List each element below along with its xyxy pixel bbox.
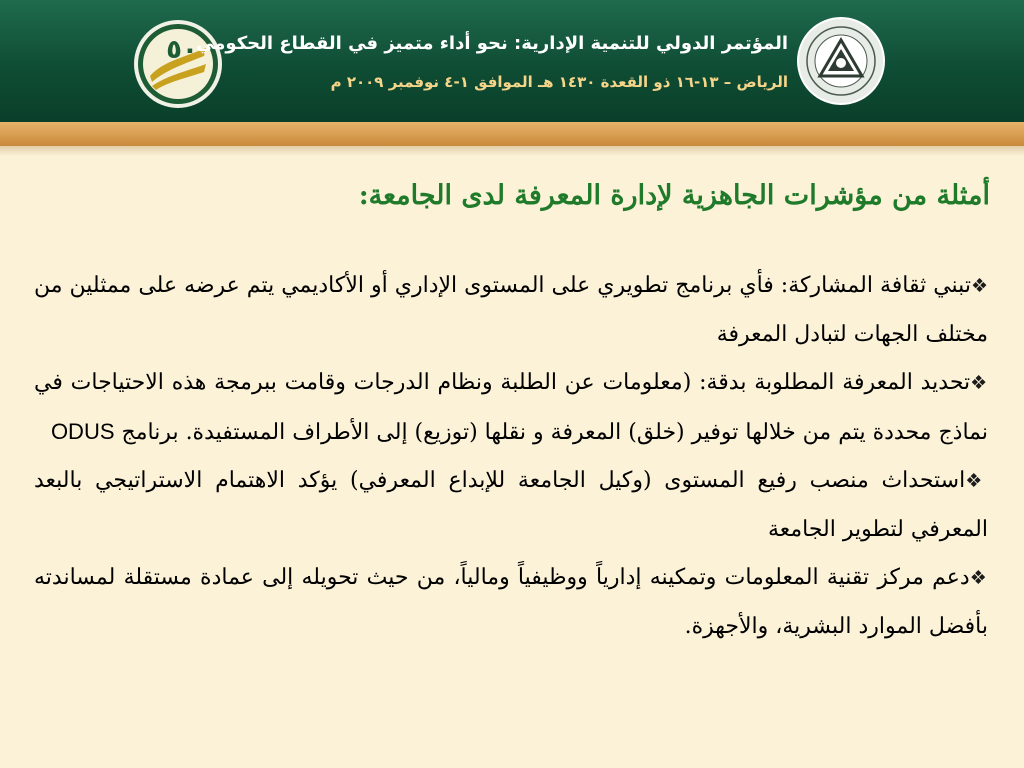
conference-details: الرياض – ١٣-١٦ ذو القعدة ١٤٣٠ هـ الموافق ١-٤ نوفمبر ٢٠٠٩ م <box>330 73 788 91</box>
bullet-text: استحداث منصب رفيع المستوى (وكيل الجامعة للإبداع المعرفي) يؤكد الاهتمام الاستراتيجي بالبعد المعرفي لتطوير الجامعة <box>34 468 988 542</box>
diamond-bullet-icon: ❖ <box>970 275 988 297</box>
bullet-item <box>34 457 988 554</box>
bullet-text: تحديد المعرفة المطلوبة بدقة: (معلومات عن الطلبة ونظام الدرجات وقامت ببرمجة هذه الاحتياجات في نماذج محددة يتم من خلالها توفير (خلق) المعرفة و نقلها (توزيع) إلى الأطراف المستفيدة. برنامج <box>34 370 988 445</box>
bullet-item <box>34 359 988 457</box>
bullet-item <box>34 554 988 651</box>
slide-title: أمثلة من مؤشرات الجاهزية لإدارة المعرفة لدى الجامعة: <box>358 180 990 211</box>
institute-seal-icon <box>796 16 886 106</box>
diamond-bullet-icon: ❖ <box>965 470 988 492</box>
program-name: ODUS <box>50 418 115 444</box>
anniversary-logo-icon <box>132 18 224 110</box>
bullet-list <box>34 262 988 651</box>
bullet-item <box>34 262 988 359</box>
diamond-bullet-icon: ❖ <box>969 567 988 589</box>
bullet-text: دعم مركز تقنية المعلومات وتمكينه إدارياً ووظيفياً ومالياً، من حيث تحويله إلى عمادة مستقلة لمساندته بأفضل الموارد البشرية، والأجهزة. <box>34 565 988 639</box>
gold-stripe <box>0 122 1024 146</box>
diamond-bullet-icon: ❖ <box>970 372 988 394</box>
bullet-text: تبني ثقافة المشاركة: فأي برنامج تطويري على المستوى الإداري أو الأكاديمي يتم عرضه على ممثلين من مختلف الجهات لتبادل المعرفة <box>34 273 988 347</box>
stripe-shadow <box>0 146 1024 156</box>
anniversary-logo-number: ٥٠ <box>166 35 198 65</box>
conference-title: المؤتمر الدولي للتنمية الإدارية: نحو أداء متميز في القطاع الحكومي <box>196 33 788 54</box>
